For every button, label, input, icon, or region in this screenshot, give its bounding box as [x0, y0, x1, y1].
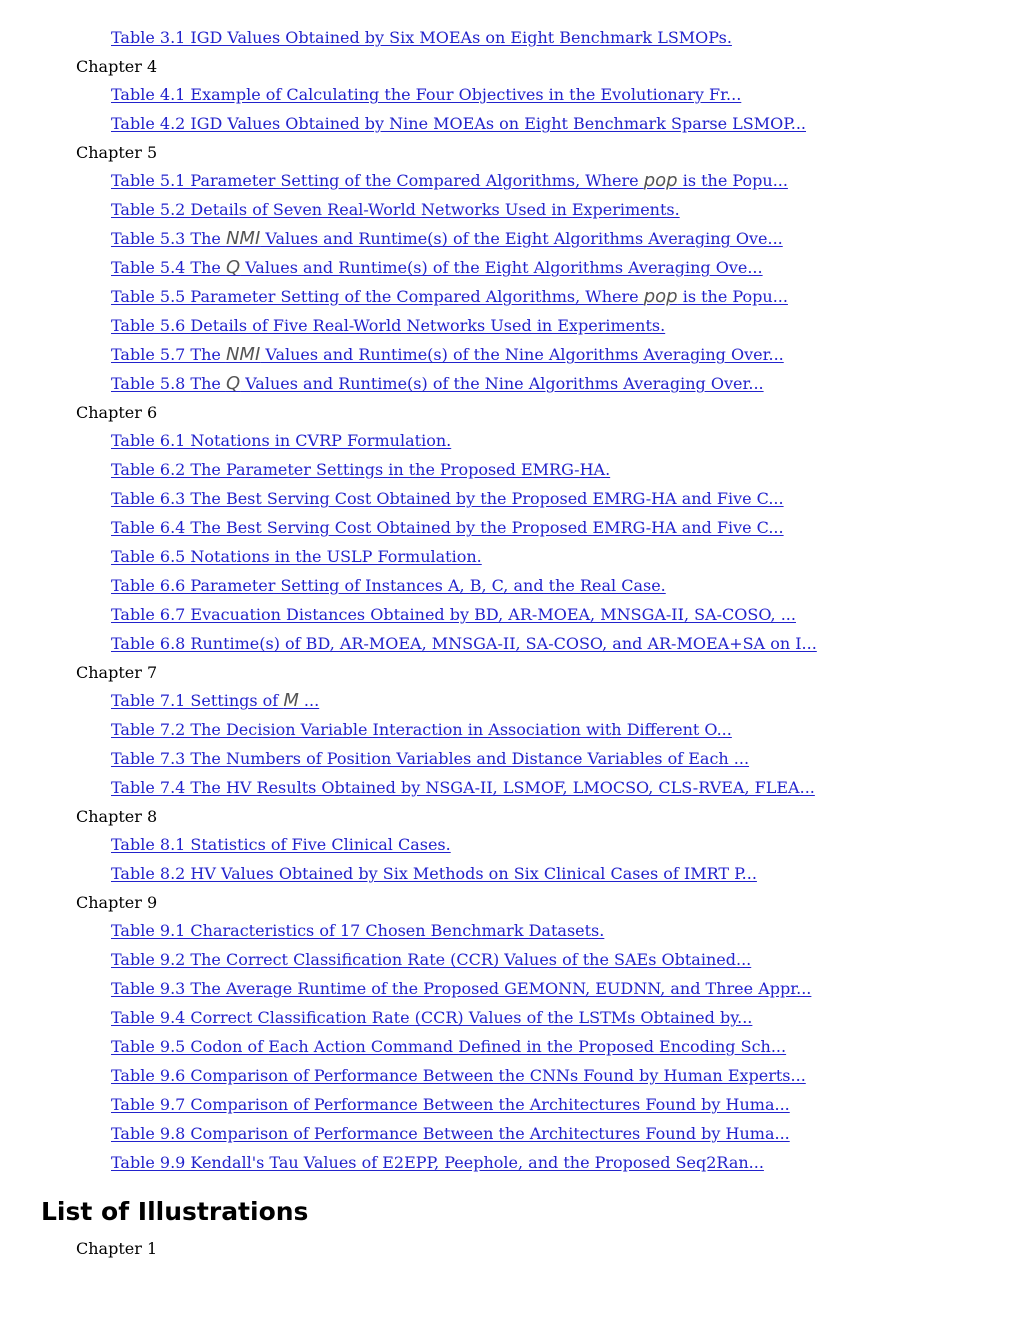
table-link[interactable] — [111, 518, 784, 537]
table-link[interactable] — [111, 835, 451, 854]
link-text: Table 6.7 Evacuation Distances Obtained by BD, AR-MOEA, MNSGA-II, SA-COSO, ... — [111, 605, 796, 624]
table-link[interactable] — [111, 1124, 790, 1143]
chapter-label: Chapter 9 — [76, 893, 158, 912]
chapter-label: Chapter 4 — [76, 57, 158, 76]
toc-entry — [111, 171, 1020, 191]
table-link[interactable] — [111, 489, 784, 508]
toc-entry — [111, 460, 1020, 480]
link-text: Table 4.1 Example of Calculating the Four Objectives in the Evolutionary Fr... — [111, 85, 742, 104]
toc-entry — [111, 316, 1020, 336]
link-text: Table 6.6 Parameter Setting of Instances A, B, C, and the Real Case. — [111, 576, 666, 595]
table-link[interactable] — [111, 258, 763, 277]
link-text: Table 5.7 The — [111, 345, 226, 364]
table-link[interactable] — [111, 921, 604, 940]
link-text: Table 5.5 Parameter Setting of the Compared Algorithms, Where — [111, 287, 644, 306]
toc-entry — [111, 1066, 1020, 1086]
link-text: Table 7.1 Settings of — [111, 691, 284, 710]
link-text: Table 6.5 Notations in the USLP Formulation. — [111, 547, 482, 566]
link-text: Table 9.6 Comparison of Performance Between the CNNs Found by Human Experts... — [111, 1066, 806, 1085]
link-text: Table 8.2 HV Values Obtained by Six Methods on Six Clinical Cases of IMRT P... — [111, 864, 757, 883]
toc-entry — [111, 1037, 1020, 1057]
link-text: Table 6.3 The Best Serving Cost Obtained by the Proposed EMRG-HA and Five C... — [111, 489, 784, 508]
chapter-label: Chapter 7 — [76, 663, 158, 682]
table-link[interactable] — [111, 1153, 764, 1172]
table-link[interactable] — [111, 547, 482, 566]
table-link[interactable] — [111, 316, 665, 335]
link-text-suffix: Values and Runtime(s) of the Eight Algorithms Averaging Ove... — [260, 229, 783, 248]
link-text: Table 9.7 Comparison of Performance Between the Architectures Found by Huma... — [111, 1095, 790, 1114]
link-text: Table 5.2 Details of Seven Real-World Networks Used in Experiments. — [111, 200, 680, 219]
toc-entry — [111, 489, 1020, 509]
link-text: Table 5.8 The — [111, 374, 226, 393]
toc-entry — [111, 258, 1020, 278]
table-link[interactable] — [111, 749, 749, 768]
table-link[interactable] — [111, 345, 784, 364]
link-text-suffix: is the Popu... — [677, 171, 788, 190]
math-symbol: pop — [643, 286, 678, 307]
toc-entry — [111, 28, 1020, 48]
toc-entry — [111, 835, 1020, 855]
table-link[interactable] — [111, 1008, 752, 1027]
link-text: Table 9.8 Comparison of Performance Between the Architectures Found by Huma... — [111, 1124, 790, 1143]
toc-entry — [111, 345, 1020, 365]
link-text: Table 3.1 IGD Values Obtained by Six MOEAs on Eight Benchmark LSMOPs. — [111, 28, 732, 47]
link-text: Table 5.4 The — [111, 258, 226, 277]
link-text: Table 6.4 The Best Serving Cost Obtained by the Proposed EMRG-HA and Five C... — [111, 518, 784, 537]
link-text-suffix: Values and Runtime(s) of the Eight Algorithms Averaging Ove... — [240, 258, 763, 277]
chapter-label: Chapter 5 — [76, 143, 158, 162]
toc-entry — [111, 547, 1020, 567]
toc-entry — [111, 431, 1020, 451]
link-text: Table 9.5 Codon of Each Action Command Defined in the Proposed Encoding Sch... — [111, 1037, 787, 1056]
toc-entry — [111, 85, 1020, 105]
toc-entry — [111, 634, 1020, 654]
math-symbol: M — [283, 690, 299, 711]
toc-entry — [111, 864, 1020, 884]
table-link[interactable] — [111, 229, 783, 248]
table-link[interactable] — [111, 1037, 786, 1056]
table-link[interactable] — [111, 431, 451, 450]
link-text: Table 5.6 Details of Five Real-World Networks Used in Experiments. — [111, 316, 666, 335]
link-text: Table 9.2 The Correct Classification Rate (CCR) Values of the SAEs Obtained... — [111, 950, 752, 969]
toc-entry — [111, 1153, 1020, 1173]
toc-entry — [111, 749, 1020, 769]
table-link[interactable] — [111, 460, 610, 479]
math-symbol: pop — [643, 170, 678, 191]
link-text: Table 9.9 Kendall's Tau Values of E2EPP, Peephole, and the Proposed Seq2Ran... — [111, 1153, 764, 1172]
link-text: Table 5.3 The — [111, 229, 226, 248]
toc-entry — [111, 374, 1020, 394]
chapter-label: Chapter 6 — [76, 403, 158, 422]
link-text: Table 6.8 Runtime(s) of BD, AR-MOEA, MNSGA-II, SA-COSO, and AR-MOEA+SA on I... — [111, 634, 817, 653]
chapter-label: Chapter 8 — [76, 807, 158, 826]
table-link[interactable] — [111, 576, 666, 595]
toc-entry — [111, 921, 1020, 941]
table-link[interactable] — [111, 171, 788, 190]
toc-entry — [111, 576, 1020, 596]
table-link[interactable] — [111, 691, 319, 710]
toc-entry — [111, 778, 1020, 798]
link-text: Table 9.4 Correct Classification Rate (CCR) Values of the LSTMs Obtained by... — [111, 1008, 753, 1027]
link-text-suffix: ... — [298, 691, 320, 710]
link-text: Table 9.3 The Average Runtime of the Proposed GEMONN, EUDNN, and Three Appr... — [111, 979, 812, 998]
table-link[interactable] — [111, 114, 806, 133]
toc-entry — [111, 1124, 1020, 1144]
link-text-suffix: Values and Runtime(s) of the Nine Algorithms Averaging Over... — [260, 345, 784, 364]
table-link[interactable] — [111, 778, 815, 797]
link-text: Table 5.1 Parameter Setting of the Compared Algorithms, Where — [111, 171, 644, 190]
toc-entry — [111, 518, 1020, 538]
link-text: Table 7.2 The Decision Variable Interaction in Association with Different O... — [111, 720, 732, 739]
toc-entry — [111, 200, 1020, 220]
toc-entry — [111, 1008, 1020, 1028]
table-link[interactable] — [111, 864, 757, 883]
table-link[interactable] — [111, 85, 741, 104]
link-text: Table 4.2 IGD Values Obtained by Nine MOEAs on Eight Benchmark Sparse LSMOP... — [111, 114, 807, 133]
link-text: Table 7.3 The Numbers of Position Variables and Distance Variables of Each ... — [111, 749, 750, 768]
toc-entry — [111, 979, 1020, 999]
math-symbol: Q — [225, 257, 241, 278]
table-link[interactable] — [111, 979, 811, 998]
math-symbol: NMI — [225, 228, 261, 249]
math-symbol: Q — [225, 373, 241, 394]
toc-entry — [111, 287, 1020, 307]
toc-entry — [111, 114, 1020, 134]
table-link[interactable] — [111, 28, 732, 47]
section-heading: List of Illustrations — [41, 1197, 309, 1226]
toc-entry — [111, 691, 1020, 711]
table-link[interactable] — [111, 287, 788, 306]
toc-entry — [111, 720, 1020, 740]
toc-entry — [111, 1095, 1020, 1115]
link-text: Table 6.1 Notations in CVRP Formulation. — [111, 431, 452, 450]
link-text: Table 7.4 The HV Results Obtained by NSGA-II, LSMOF, LMOCSO, CLS-RVEA, FLEA... — [111, 778, 815, 797]
table-link[interactable] — [111, 374, 764, 393]
table-link[interactable] — [111, 200, 680, 219]
toc-entry — [111, 605, 1020, 625]
toc-entry — [111, 229, 1020, 249]
toc-entry — [111, 950, 1020, 970]
table-link[interactable] — [111, 950, 751, 969]
chapter-label: Chapter 1 — [76, 1239, 158, 1258]
link-text-suffix: is the Popu... — [677, 287, 788, 306]
table-link[interactable] — [111, 1066, 806, 1085]
table-of-contents — [0, 28, 1020, 1267]
table-link[interactable] — [111, 720, 732, 739]
link-text: Table 8.1 Statistics of Five Clinical Cases. — [111, 835, 451, 854]
table-link[interactable] — [111, 1095, 790, 1114]
math-symbol: NMI — [225, 344, 261, 365]
link-text: Table 6.2 The Parameter Settings in the Proposed EMRG-HA. — [111, 460, 611, 479]
link-text-suffix: Values and Runtime(s) of the Nine Algorithms Averaging Over... — [240, 374, 764, 393]
table-link[interactable] — [111, 634, 817, 653]
table-link[interactable] — [111, 605, 796, 624]
link-text: Table 9.1 Characteristics of 17 Chosen Benchmark Datasets. — [111, 921, 605, 940]
